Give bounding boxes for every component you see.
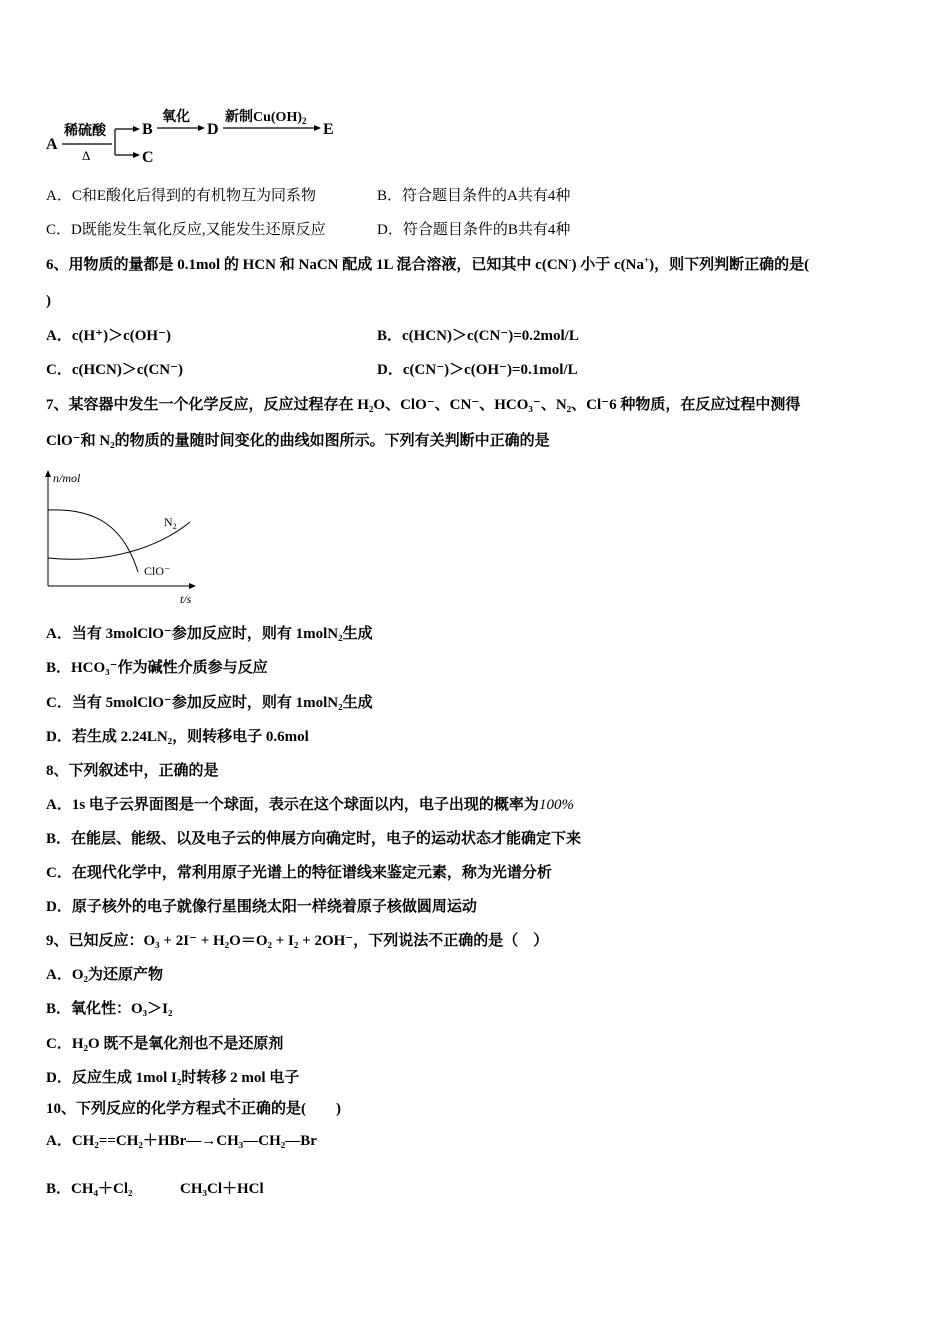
q6-stem-part-c: )，则下列判断正确的是( <box>649 257 810 273</box>
q5-option-a[interactable]: A．C和E酸化后得到的有机物互为同系物 <box>46 188 317 204</box>
q7-graph-clo-curve <box>48 510 138 572</box>
q10-stem <box>46 1099 341 1119</box>
scheme-E: E <box>323 121 334 138</box>
q6-stem-part-a: 6、用物质的量都是 0.1mol 的 HCN 和 NaCN 配成 1L 混合溶液，已知其中 c(CN <box>46 257 569 273</box>
q7-graph <box>38 462 208 612</box>
q9-option-d[interactable]: D．反应生成 1mol I₂时转移 2 mol 电子 <box>46 1070 300 1086</box>
q8-option-a-percent: 100% <box>538 797 574 813</box>
q7-graph-x-arrow <box>189 583 196 589</box>
scheme-arrow2-head <box>198 125 205 131</box>
q10-option-a[interactable]: A．CH₂==CH₂＋HBr—→CH₃—CH₂—Br <box>46 1133 317 1149</box>
scheme-arrow3-reagent: 新制$Cu(OH)_2$ <box>225 110 307 126</box>
q8-option-b[interactable]: B．在能层、能级、以及电子云的伸展方向确定时，电子的运动状态才能确定下来 <box>46 831 582 847</box>
q5-option-c[interactable]: C．D既能发生氧化反应,又能发生还原反应 <box>46 222 326 238</box>
q5-option-b[interactable]: B．符合题目条件的A共有4种 <box>377 188 571 204</box>
q7-option-b[interactable]: B．HCO₃⁻作为碱性介质参与反应 <box>46 660 268 676</box>
q7-graph-xlabel: t/s <box>180 592 192 606</box>
scheme-branch-bottom-head <box>133 152 140 158</box>
q6-option-b[interactable]: B．c(HCN)＞c(CN⁻)=0.2mol/L <box>377 328 579 344</box>
q7-option-a[interactable]: A．当有 3molClO⁻参加反应时，则有 1molN₂生成 <box>46 626 373 642</box>
reaction-scheme <box>40 106 400 166</box>
q6-option-c[interactable]: C．c(HCN)＞c(CN⁻) <box>46 362 184 378</box>
q5-option-d[interactable]: D．符合题目条件的B共有4种 <box>377 222 571 238</box>
scheme-arrow2-reagent: 氧化 <box>162 110 190 125</box>
scheme-branch-top-head <box>133 126 140 132</box>
q7-graph-clo-label: ClO⁻ <box>144 564 171 578</box>
q7-stem-line2: ClO⁻和 N₂的物质的量随时间变化的曲线如图所示。下列有关判断中正确的是 <box>46 433 550 449</box>
q9-option-b[interactable]: B．氧化性：O₃＞I₂ <box>46 1001 173 1017</box>
q7-graph-y-arrow <box>45 470 51 477</box>
q8-option-a-text: A．1s 电子云界面图是一个球面，表示在这个球面以内，电子出现的概率为 <box>46 797 539 813</box>
scheme-B: B <box>142 121 153 138</box>
scheme-A: A <box>46 136 58 153</box>
q10-stem-emphasis: 不 <box>226 1101 242 1117</box>
q8-option-d[interactable]: D．原子核外的电子就像行星围绕太阳一样绕着原子核做圆周运动 <box>46 899 477 915</box>
q7-graph-ylabel: n/mol <box>53 471 81 485</box>
scheme-C: C <box>142 149 154 166</box>
q8-stem: 8、下列叙述中，正确的是 <box>46 763 219 779</box>
q9-option-c[interactable]: C．H₂O 既不是氧化剂也不是还原剂 <box>46 1036 284 1052</box>
q6-stem-end: ) <box>46 293 51 309</box>
q10-option-b-left[interactable]: B．CH₄＋Cl₂ <box>46 1181 133 1197</box>
q6-option-a[interactable]: A．c(H⁺)＞c(OH⁻) <box>46 328 171 344</box>
q9-option-a[interactable]: A．O₂为还原产物 <box>46 967 163 983</box>
scheme-arrow1-heat: Δ <box>82 148 91 163</box>
q7-graph-n2-label: $N_2$ <box>164 515 177 531</box>
q10-stem-part-a: 10、下列反应的化学方程式 <box>46 1101 227 1117</box>
q7-stem-line1: 7、某容器中发生一个化学反应，反应过程存在 H₂O、ClO⁻、CN⁻、HCO₃⁻、N₂、Cl⁻6 种物质，在反应过程中测得 <box>46 397 801 413</box>
q7-option-c[interactable]: C．当有 5molClO⁻参加反应时，则有 1molN₂生成 <box>46 695 373 711</box>
scheme-D: D <box>207 121 219 138</box>
q8-option-a[interactable] <box>46 795 574 815</box>
scheme-arrow1-reagent: 稀硫酸 <box>64 124 106 139</box>
q6-stem-part-b: ) 小于 c(Na <box>571 257 644 273</box>
scheme-arrow3-head <box>314 125 321 131</box>
q9-stem: 9、已知反应：O₃ + 2I⁻ + H₂O＝O₂ + I₂ + 2OH⁻，下列说法不正确的是（ ） <box>46 933 549 949</box>
q10-stem-part-b: 正确的是( ) <box>241 1101 342 1117</box>
q8-option-c[interactable]: C．在现代化学中，常利用原子光谱上的特征谱线来鉴定元素，称为光谱分析 <box>46 865 552 881</box>
q10-option-b-right: CH₃Cl＋HCl <box>180 1181 264 1197</box>
q6-option-d[interactable]: D．c(CN⁻)＞c(OH⁻)=0.1mol/L <box>377 362 578 378</box>
q7-option-d[interactable]: D．若生成 2.24LN₂，则转移电子 0.6mol <box>46 729 309 745</box>
q6-stem: 6、用物质的量都是 0.1mol 的 HCN 和 NaCN 配成 1L 混合溶液，已知其中 c(CN-) 小于 c(Na+)，则下列判断正确的是( <box>46 255 810 273</box>
